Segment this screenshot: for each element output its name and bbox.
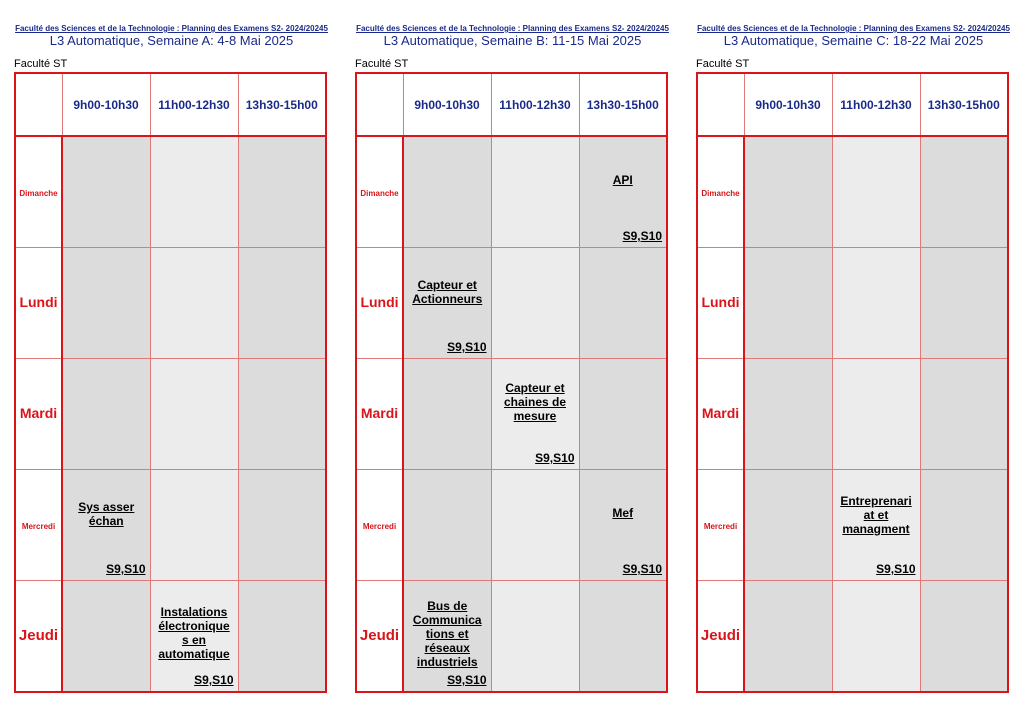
day-row — [15, 470, 326, 581]
exam-name: Instalations électronique s en automatique — [158, 605, 230, 661]
schedule-table — [355, 72, 668, 693]
schedule-cell — [403, 136, 491, 248]
day-name-cell — [356, 136, 403, 248]
schedule-cell — [62, 359, 150, 470]
day-row — [15, 136, 326, 248]
day-row — [697, 359, 1008, 470]
time-slot-label: 13h30-15h00 — [245, 97, 318, 112]
schedule-cell — [238, 136, 326, 248]
exam-sections: S9,S10 — [535, 451, 575, 465]
schedule-cell — [491, 470, 579, 581]
time-slot-header — [491, 73, 579, 136]
schedule-cell — [579, 359, 667, 470]
schedule-cell — [920, 470, 1008, 581]
faculty-header: Faculté des Sciences et de la Technologie : Planning des Examens S2- 2024/20245 — [15, 24, 328, 33]
day-name-cell — [15, 581, 62, 693]
day-row — [15, 581, 326, 693]
time-slot-header — [744, 73, 832, 136]
schedule-cell — [744, 136, 832, 248]
faculty-label: Faculté ST — [696, 58, 750, 70]
exam-sections: S9,S10 — [194, 673, 234, 687]
schedule-cell — [579, 248, 667, 359]
day-name-cell — [356, 359, 403, 470]
exam-sections: S9,S10 — [622, 562, 662, 576]
day-name: Mardi — [360, 405, 399, 421]
schedule-cell — [62, 136, 150, 248]
day-row — [356, 136, 667, 248]
time-slot-label: 11h00-12h30 — [840, 97, 912, 112]
time-slot-header — [238, 73, 326, 136]
day-name: Lundi — [360, 294, 399, 310]
time-slot-header-row — [15, 73, 326, 136]
day-name-cell — [15, 470, 62, 581]
time-slot-header — [150, 73, 238, 136]
schedule-cell — [920, 581, 1008, 693]
exam-sections: S9,S10 — [876, 562, 916, 576]
schedule-cell — [491, 248, 579, 359]
time-slot-label: 13h30-15h00 — [927, 97, 1000, 112]
exam-sections: S9,S10 — [106, 562, 146, 576]
time-slot-header — [579, 73, 667, 136]
schedule-cell — [150, 136, 238, 248]
schedule-cell — [832, 136, 920, 248]
week-title: L3 Automatique, Semaine A: 4-8 Mai 2025 — [49, 33, 294, 48]
schedule-cell — [744, 581, 832, 693]
schedule-cell — [579, 470, 667, 581]
schedule-cell — [238, 359, 326, 470]
exam-sections: S9,S10 — [447, 673, 487, 687]
day-name-cell — [356, 581, 403, 693]
time-slot-label: 11h00-12h30 — [499, 97, 571, 112]
time-slot-label: 9h00-10h30 — [73, 97, 139, 112]
faculty-label: Faculté ST — [14, 58, 68, 70]
day-name: Mercredi — [21, 522, 56, 531]
day-name: Dimanche — [360, 189, 399, 198]
schedule-cell — [62, 248, 150, 359]
schedule-cell — [238, 248, 326, 359]
exam-sections: S9,S10 — [447, 340, 487, 354]
day-name-cell — [15, 248, 62, 359]
day-name-cell — [356, 470, 403, 581]
day-name: Mercredi — [362, 522, 397, 531]
day-name: Jeudi — [700, 627, 741, 644]
schedule-cell — [150, 470, 238, 581]
day-name: Jeudi — [359, 627, 400, 644]
day-row — [356, 581, 667, 693]
exam-name: Capteur et Actionneurs — [412, 278, 483, 306]
week-title: L3 Automatique, Semaine B: 11-15 Mai 2025 — [383, 33, 642, 48]
faculty-label: Faculté ST — [355, 58, 409, 70]
exam-sections: S9,S10 — [622, 229, 662, 243]
corner-cell — [356, 73, 403, 136]
schedule-cell — [62, 581, 150, 693]
day-name: Mardi — [701, 405, 740, 421]
day-row — [697, 581, 1008, 693]
day-name: Dimanche — [701, 189, 740, 198]
schedule-cell — [744, 470, 832, 581]
day-row — [697, 136, 1008, 248]
schedule-cell — [62, 470, 150, 581]
schedule-cell — [403, 359, 491, 470]
day-row — [356, 470, 667, 581]
schedule-table — [696, 72, 1009, 693]
day-name-cell — [697, 359, 744, 470]
time-slot-label: 13h30-15h00 — [586, 97, 659, 112]
schedule-cell — [491, 359, 579, 470]
exam-name: Mef — [612, 506, 634, 520]
schedule-table — [14, 72, 327, 693]
time-slot-header-row — [356, 73, 667, 136]
day-name-cell — [697, 136, 744, 248]
day-name-cell — [697, 581, 744, 693]
time-slot-label: 9h00-10h30 — [414, 97, 480, 112]
time-slot-header — [62, 73, 150, 136]
day-row — [15, 248, 326, 359]
schedule-cell — [403, 248, 491, 359]
schedule-cell — [150, 248, 238, 359]
exam-name: Bus de Communica tions et réseaux industriels — [412, 599, 482, 669]
schedule-cell — [403, 470, 491, 581]
schedule-cell — [920, 359, 1008, 470]
day-name: Mercredi — [703, 522, 738, 531]
day-name: Mardi — [19, 405, 58, 421]
day-name-cell — [697, 248, 744, 359]
schedule-cell — [832, 248, 920, 359]
schedule-cell — [403, 581, 491, 693]
schedule-cell — [832, 470, 920, 581]
time-slot-header-row — [697, 73, 1008, 136]
day-name-cell — [356, 248, 403, 359]
schedule-cell — [238, 581, 326, 693]
exam-name: API — [612, 173, 633, 187]
week-title: L3 Automatique, Semaine C: 18-22 Mai 2025 — [723, 33, 984, 48]
schedule-cell — [579, 136, 667, 248]
exam-name: Sys asser échan — [78, 500, 135, 528]
corner-cell — [697, 73, 744, 136]
schedule-cell — [920, 136, 1008, 248]
day-row — [356, 359, 667, 470]
schedule-cell — [832, 359, 920, 470]
time-slot-header — [920, 73, 1008, 136]
schedule-cell — [832, 581, 920, 693]
exam-name: Capteur et chaines de mesure — [503, 381, 567, 423]
faculty-header: Faculté des Sciences et de la Technologie : Planning des Examens S2- 2024/20245 — [356, 24, 669, 33]
day-name: Lundi — [701, 294, 740, 310]
schedule-cell — [491, 136, 579, 248]
corner-cell — [15, 73, 62, 136]
exam-name: Entreprenari at et managment — [840, 494, 912, 536]
schedule-cell — [920, 248, 1008, 359]
time-slot-header — [403, 73, 491, 136]
day-name-cell — [15, 359, 62, 470]
day-name: Dimanche — [19, 189, 58, 198]
day-name: Lundi — [19, 294, 58, 310]
time-slot-label: 11h00-12h30 — [158, 97, 230, 112]
time-slot-label: 9h00-10h30 — [755, 97, 821, 112]
faculty-header: Faculté des Sciences et de la Technologie : Planning des Examens S2- 2024/20245 — [697, 24, 1010, 33]
schedule-cell — [491, 581, 579, 693]
schedule-cell — [744, 359, 832, 470]
day-name-cell — [15, 136, 62, 248]
day-row — [697, 248, 1008, 359]
schedule-cell — [744, 248, 832, 359]
schedule-cell — [579, 581, 667, 693]
schedule-cell — [150, 359, 238, 470]
day-name: Jeudi — [18, 627, 59, 644]
day-row — [356, 248, 667, 359]
day-name-cell — [697, 470, 744, 581]
schedule-cell — [238, 470, 326, 581]
day-row — [15, 359, 326, 470]
day-row — [697, 470, 1008, 581]
schedule-cell — [150, 581, 238, 693]
time-slot-header — [832, 73, 920, 136]
